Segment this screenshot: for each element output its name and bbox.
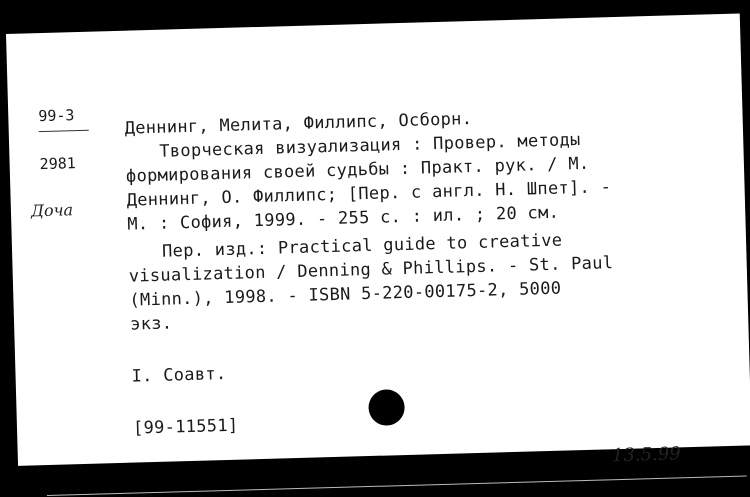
title-line: Творческая визуализация : Провер. методы [159,130,581,162]
call-number-bottom: 2981 [39,154,77,174]
print-run-line: экз. [129,313,173,335]
subject-entry: I. Соавт. [131,363,227,387]
title-line-continued: формирования своей судьбы : Практ. рук. / М. [125,153,590,187]
call-number-top: 99-3 [38,106,75,126]
original-title-note-continued: visualization / Denning & Phillips. - St. Paul [128,253,614,287]
original-title-note: Пер. изд.: Practical guide to creative [161,230,563,262]
card-bottom-edge [47,475,747,496]
handwritten-date: 13.5.99 [611,443,681,467]
call-number-divider [39,130,89,132]
record-id: [99-11551] [132,415,239,439]
handwritten-note: Доча [30,200,74,221]
author-heading: Деннинг, Мелита, Филлипс, Осборн. [124,109,473,139]
catalog-card [6,14,750,466]
isbn-line: (Minn.), 1998. - ISBN 5-220-00175-2, 5000 [129,278,562,311]
punch-hole [368,389,405,426]
imprint-line: М. : София, 1999. - 255 с. : ил. ; 20 см. [127,202,560,235]
responsibility-line: Деннинг, О. Филлипс; [Пер. с англ. Н. Шпет]. - [126,177,612,211]
